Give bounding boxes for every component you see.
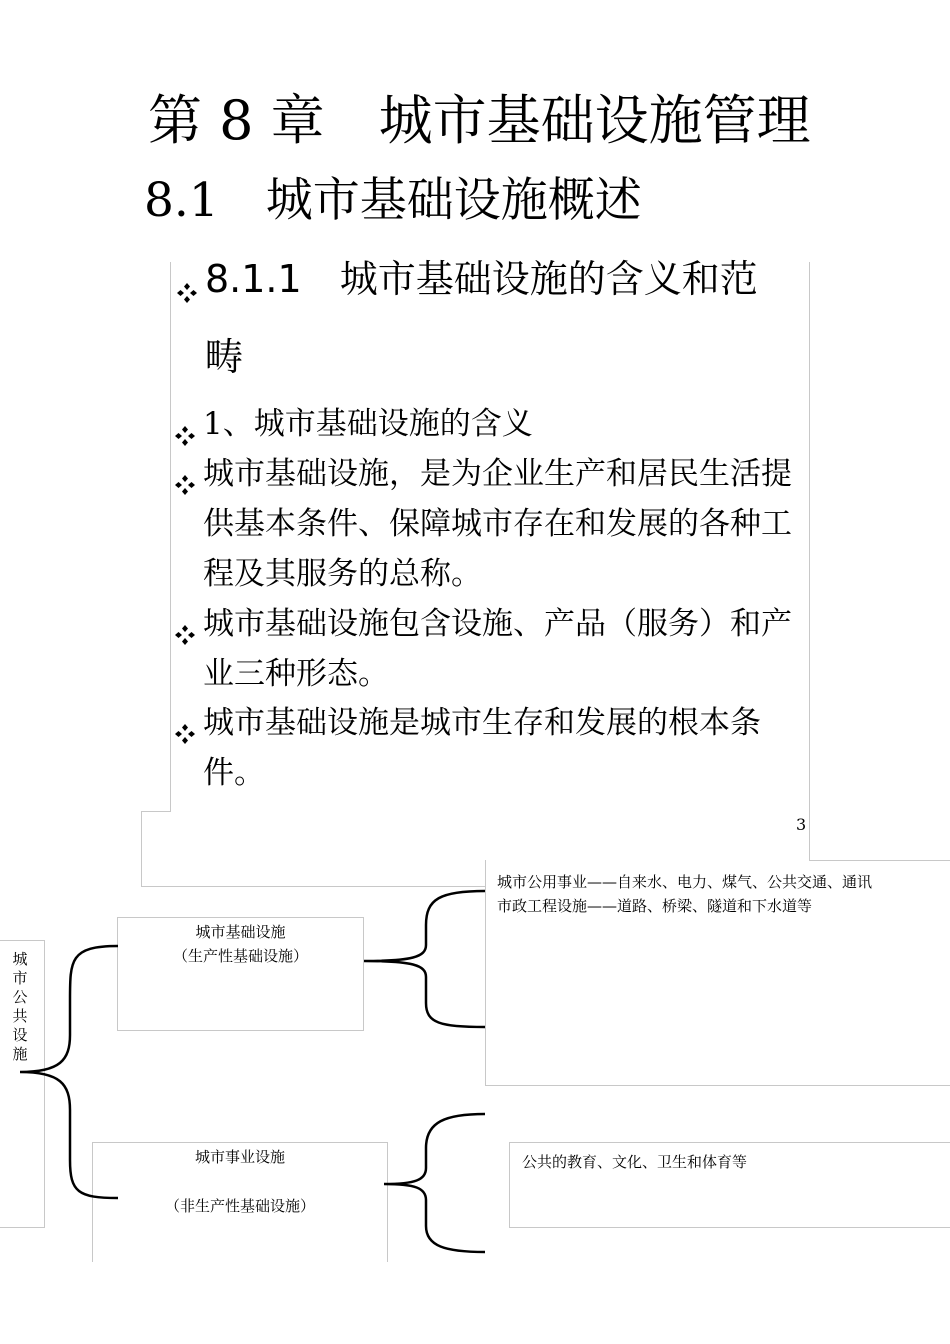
- production-detail-line: 市政工程设施——道路、桥梁、隧道和下水道等: [497, 897, 813, 915]
- root-label: 城市公共设施: [12, 950, 28, 1063]
- section-title: 8.1 城市基础设施概述: [144, 173, 642, 228]
- list-item: 城市基础设施，是为企业生产和居民生活提供基本条件、保障城市存在和发展的各种工程及其服务的总称。: [203, 456, 792, 592]
- production-title: 城市基础设施: [195, 923, 286, 941]
- diamond-bullet-icon: [174, 474, 196, 496]
- diamond-bullet-icon: [174, 723, 196, 745]
- brace-root: [0, 930, 130, 1210]
- non-production-subtitle: （非生产性基础设施）: [164, 1197, 315, 1215]
- brace-production: [360, 885, 490, 1035]
- page-number: 3: [796, 815, 807, 834]
- slide-shadow-frame-left: [141, 811, 142, 887]
- slide-frame-right: [809, 262, 810, 860]
- production-subtitle: （生产性基础设施）: [172, 947, 308, 965]
- list-item: 城市基础设施是城市生存和发展的根本条件。: [203, 705, 761, 791]
- diamond-bullet-icon: [176, 282, 198, 304]
- slide-shadow-frame: [141, 811, 171, 812]
- non-production-title: 城市事业设施: [194, 1148, 285, 1166]
- non-production-detail-line: 公共的教育、文化、卫生和体育等: [522, 1153, 748, 1171]
- list-item: 1、城市基础设施的含义: [203, 406, 533, 442]
- diamond-bullet-icon: [174, 624, 196, 646]
- brace-non-production: [380, 1108, 490, 1260]
- subsection-title: 8.1.1 城市基础设施的含义和范畴: [205, 257, 758, 379]
- slide-frame-left: [170, 262, 171, 812]
- chapter-title: 第 8 章 城市基础设施管理: [148, 89, 811, 152]
- list-item: 城市基础设施包含设施、产品（服务）和产业三种形态。: [203, 606, 792, 692]
- production-detail-line: 城市公用事业——自来水、电力、煤气、公共交通、通讯: [497, 873, 873, 891]
- diamond-bullet-icon: [174, 425, 196, 447]
